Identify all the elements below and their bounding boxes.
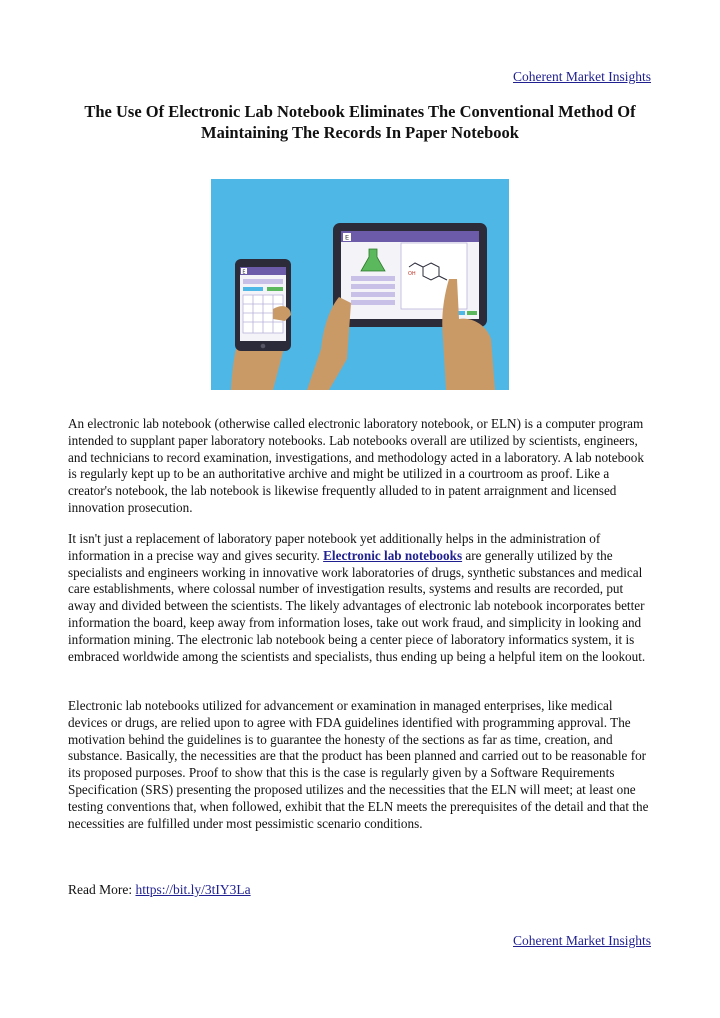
paragraph-benefits [68, 531, 654, 665]
paragraph-benefits-end: are generally utilized by the specialists and engineers working in innovative work laboratories of drugs, synthetic substances and medical care establishments, where colossal number of investigation results, systems and results are recorded, put away and divided between the scientists. The likely advantages of electronic lab notebook incorporates better information the board, keep away from information loses, take out work fraud, and simplicity in looking and information mining. The electronic lab notebook being a center piece of laboratory informatics system, it is embraced worldwide among the scientists and specialists, thus ending up being a helpful item on the lookout. [68, 547, 646, 664]
tablet-icon [333, 223, 487, 327]
paragraph-benefits-start: It isn't just a replacement of laboratory paper notebook yet additionally helps in the administration of information in a precise way and gives security. [68, 531, 601, 563]
read-more-label: Read More: [68, 882, 136, 897]
phone-icon [235, 259, 291, 351]
paragraph-intro: An electronic lab notebook (otherwise called electronic laboratory notebook, or ELN) is a computer program intended to supplant paper laboratory notebooks. Lab notebooks overall are utilized by scientists, engineers, and technicians to record examination, investigations, and methodology acted in a laboratory. A lab notebook is regularly kept up to be an authoritative archive and might be utilized in a courtroom as proof. Like a creator's notebook, the lab notebook is likewise frequently alluded to in patent arraignment and licensed innovation prosecution. [68, 416, 644, 515]
svg-text:E: E [242, 269, 246, 276]
read-more [68, 882, 251, 898]
header-site-link[interactable]: Coherent Market Insights [513, 69, 651, 84]
svg-text:OH: OH [408, 271, 416, 277]
eln-illustration [211, 179, 509, 390]
svg-text:E: E [344, 233, 350, 242]
footer-site-link[interactable]: Coherent Market Insights [513, 933, 651, 948]
read-more-link[interactable]: https://bit.ly/3tIY3La [135, 882, 251, 897]
page-title: The Use Of Electronic Lab Notebook Eliminates The Conventional Method Of Maintaining The Records In Paper Notebook [84, 102, 636, 142]
eln-inline-link[interactable]: Electronic lab notebooks [323, 547, 463, 563]
paragraph-regulation: Electronic lab notebooks utilized for advancement or examination in managed enterprises, like medical devices or drugs, are relied upon to agree with FDA guidelines identified with programming approval. The motivation behind the guidelines is to guarantee the honesty of the sections as far as time, creation, and substance. Basically, the necessities are that the product has been planned and carried out to be reasonable for its proposed purposes. Proof to show that this is the case is regularly given by a Software Requirements Specification (SRS) presenting the proposed utilizes and the necessities that the ELN will meet; at least one testing conventions that, when followed, exhibit that the ELN meets the prerequisites of the detail and that the necessities are fulfilled under most pessimistic scenario conditions. [68, 698, 649, 831]
